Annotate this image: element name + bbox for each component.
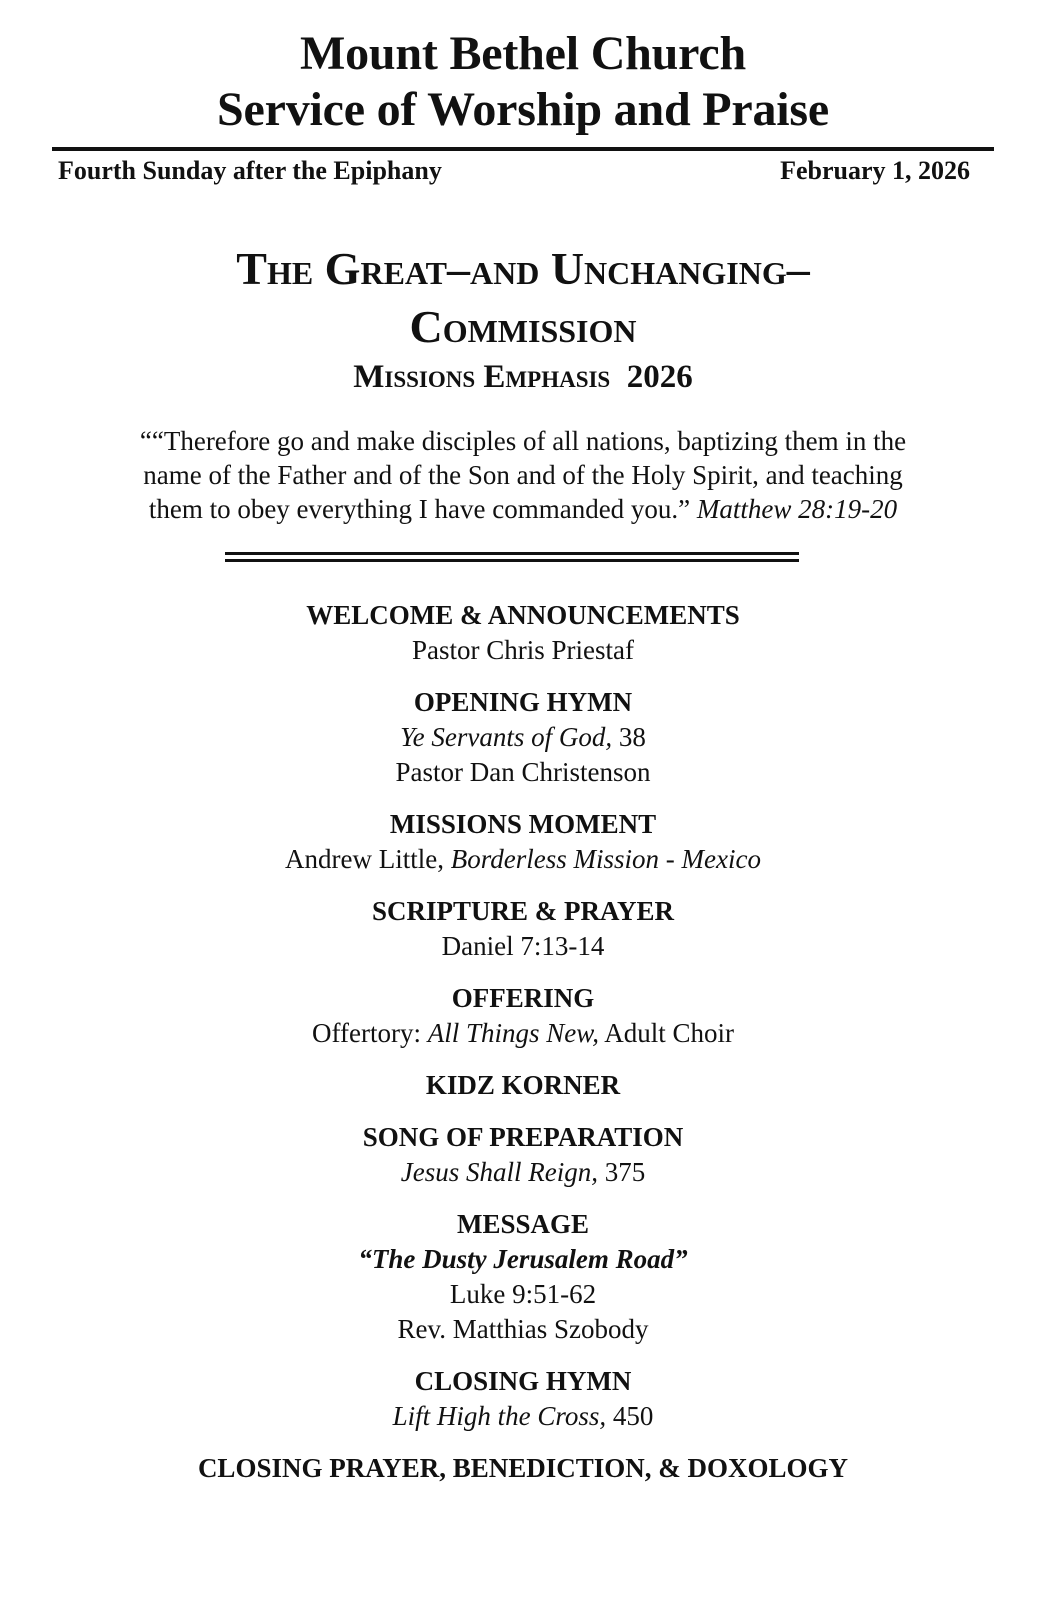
item-heading: CLOSING PRAYER, BENEDICTION, & DOXOLOGY [197,1453,849,1483]
item-heading: WELCOME & ANNOUNCEMENTS [306,600,740,630]
service-item-kidz-korner [0,1068,1046,1103]
item-heading: OPENING HYMN [413,687,633,717]
hymn-title: Ye Servants of God, [400,722,613,752]
quote-line-3-text: them to obey everything I have commanded you.” [148,494,691,524]
quote-line-2: name of the Father and of the Son and of the Holy Spirit, and teaching [143,460,903,490]
item-speaker [0,842,1046,877]
emphasis-year: 2026 [626,359,693,395]
missions-emphasis [0,356,1046,398]
service-item-missions-moment [0,807,1046,877]
item-leader: Pastor Dan Christenson [395,757,651,787]
hymn-title: Lift High the Cross, [392,1401,607,1431]
service-item-closing-hymn [0,1364,1046,1434]
quote-line-1: ““Therefore go and make disciples of all nations, baptizing them in the [139,426,907,456]
service-item-welcome [0,598,1046,668]
hymn-number: 450 [612,1401,654,1431]
header-rule [52,147,994,151]
offertory-title: All Things New, [427,1018,599,1048]
section-divider [225,552,799,562]
theme-line-2: Commission [409,301,637,352]
item-offertory [0,1016,1046,1051]
sermon-passage: Luke 9:51-62 [449,1279,597,1309]
item-heading: SCRIPTURE & PRAYER [371,896,675,926]
speaker-name: Andrew Little, [285,844,445,874]
item-hymn [0,1399,1046,1434]
quote-line-3 [70,492,976,526]
order-of-service [0,598,1046,1503]
item-passage: Daniel 7:13-14 [441,931,605,961]
service-item-opening-hymn [0,685,1046,790]
sermon-title: “The Dusty Jerusalem Road” [358,1244,688,1274]
theme-line-1: The Great–and Unchanging– [236,243,810,294]
service-item-scripture-prayer [0,894,1046,964]
service-item-message [0,1207,1046,1347]
service-item-offering [0,981,1046,1051]
church-name: Mount Bethel Church [299,27,746,80]
liturgical-occasion: Fourth Sunday after the Epiphany [58,156,442,185]
service-name: Service of Worship and Praise [217,83,829,136]
service-item-song-of-preparation [0,1120,1046,1190]
item-heading: MESSAGE [456,1209,590,1239]
item-heading: MISSIONS MOMENT [389,809,657,839]
item-heading: SONG OF PREPARATION [362,1122,684,1152]
scripture-quote [70,424,976,526]
hymn-title: Jesus Shall Reign, [400,1157,598,1187]
offertory-performer: Adult Choir [604,1018,735,1048]
bulletin-header [0,26,1046,138]
service-item-closing [0,1451,1046,1486]
hymn-number: 38 [618,722,646,752]
item-hymn [0,720,1046,755]
emphasis-label: Missions Emphasis [353,359,611,395]
item-heading: CLOSING HYMN [414,1366,632,1396]
item-hymn [0,1155,1046,1190]
offertory-label: Offertory: [311,1018,421,1048]
service-date: February 1, 2026 [780,156,970,185]
item-leader: Pastor Chris Priestaf [412,635,634,665]
quote-reference: Matthew 28:19-20 [696,494,898,524]
sermon-series-title [0,240,1046,356]
sermon-speaker: Rev. Matthias Szobody [397,1314,649,1344]
hymn-number: 375 [604,1157,646,1187]
item-heading: KIDZ KORNER [425,1070,621,1100]
item-heading: OFFERING [451,983,595,1013]
mission-organization: Borderless Mission - Mexico [450,844,761,874]
subheader [58,154,970,188]
